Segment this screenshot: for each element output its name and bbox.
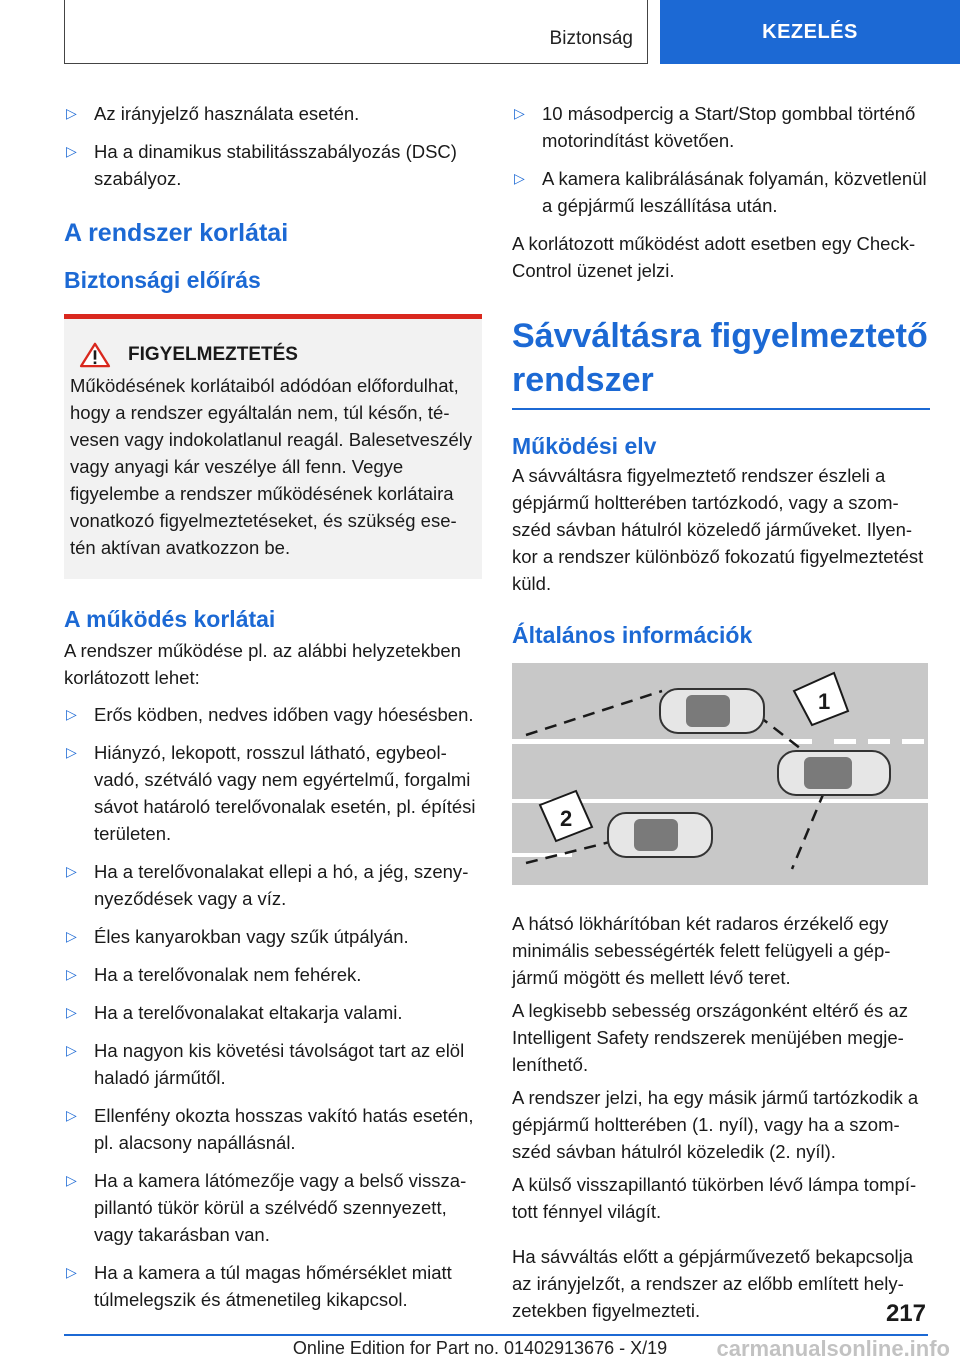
list-item: ▷ Erős ködben, nedves időben vagy hóesésben.: [64, 701, 482, 728]
info-paragraph: A legkisebb sebesség országonként eltérő és az Intelligent Safety rendszerek menüjében megjeleníthető.: [512, 1000, 908, 1075]
bullet-triangle-icon: ▷: [514, 170, 525, 186]
info-paragraph: A hátsó lökhárítóban két radaros érzékelő egy minimális sebességérték felett felügyeli a gépjármű mögött és mellett lévő teret.: [512, 913, 891, 988]
arrow-label-1: 1: [818, 689, 831, 714]
heading-general-info: Általános információk: [512, 622, 753, 648]
warning-text: Működésének korlátaiból adódóan előfordulhat, hogy a rendszer egyáltalán nem, túl későn, tévesen vagy indokolatlanul reagál. Balesetveszély vagy anyagi kár veszélye áll fenn. Vegye figyelembe a rendszer működésének korlátaira vonatkozó figyelmeztetéseket, és szükség esetén aktívan avatkozzon be.: [70, 375, 473, 558]
bullet-triangle-icon: ▷: [66, 966, 77, 982]
bullet-triangle-icon: ▷: [66, 105, 77, 121]
principle-text: A sávváltásra figyelmeztető rendszer észleli a gépjármű holtterében tartózkodó, vagy a szomszéd sávban hátulról közeledő járműveket. Ilyenkor a rendszer különböző fokozatú figyelmeztetést küld.: [512, 465, 924, 594]
bullet-triangle-icon: ▷: [66, 1172, 77, 1188]
bullet-triangle-icon: ▷: [66, 863, 77, 879]
list-item: ▷ Ha a terelővonalak nem fehérek.: [64, 961, 482, 988]
title-rule: [512, 408, 930, 410]
left-column: [64, 100, 482, 1324]
footer-edition: Online Edition for Part no. 01402913676 - X/19: [292, 1338, 668, 1358]
section-title: Biztonság: [549, 28, 633, 49]
list-item: ▷ Éles kanyarokban vagy szűk útpályán.: [64, 923, 482, 950]
list-item: ▷ Ha a terelővonalakat eltakarja valami.: [64, 999, 482, 1026]
car-own: [778, 751, 890, 795]
section-box: [64, 0, 648, 64]
list-item: ▷ Ha a terelővonalakat ellepi a hó, a jég, szenynyeződések vagy a víz.: [64, 858, 482, 912]
page-number: 217: [885, 1300, 926, 1327]
bullet-triangle-icon: ▷: [66, 744, 77, 760]
section-title-lane-change-warning: Sávváltásra figyelmeztető rendszer: [512, 317, 928, 399]
bullet-triangle-icon: ▷: [66, 1107, 77, 1123]
list-item: ▷ A kamera kalibrálásának folyamán, közvetlenül a gépjármű leszállítása után.: [512, 165, 930, 219]
list-item: ▷ Ha a kamera látómezője vagy a belső visszapillantó tükör körül a szélvédő szennyezett, vagy takarásban van.: [64, 1167, 482, 1248]
list-item: ▷ Hiányzó, lekopott, rosszul látható, egybeolvadó, szétváló vagy nem egyértelmű, forgalmi sávot határoló terelővonalak esetén, pl. építési területen.: [64, 739, 482, 847]
chapter-tab: KEZELÉS: [660, 0, 960, 64]
bullet-triangle-icon: ▷: [66, 1264, 77, 1280]
lane-change-illustration: [512, 663, 928, 885]
bullet-triangle-icon: ▷: [66, 706, 77, 722]
list-item: ▷ Ha nagyon kis követési távolságot tart az elöl haladó járműtől.: [64, 1037, 482, 1091]
warning-triangle-icon: [78, 342, 112, 368]
bullet-triangle-icon: ▷: [66, 928, 77, 944]
list-item: ▷ Ha a kamera a túl magas hőmérséklet miatt túlmelegszik és átmenetileg kikapcsol.: [64, 1259, 482, 1313]
limited-function-note: A korlátozott működést adott esetben egy Check-Control üzenet jelzi.: [512, 233, 916, 281]
list-item: ▷ Ha a dinamikus stabilitásszabályozás (DSC) szabályoz.: [64, 138, 482, 192]
arrow-label-2: 2: [560, 806, 573, 831]
car-blind-spot: [660, 689, 764, 733]
bullet-triangle-icon: ▷: [66, 143, 77, 159]
list-item: ▷ 10 másodpercig a Start/Stop gombbal történő motorindítást követően.: [512, 100, 930, 154]
watermark: carmanualsonline.info: [716, 1336, 950, 1361]
list-item: ▷ Ellenfény okozta hosszas vakító hatás esetén, pl. alacsony napállásnál.: [64, 1102, 482, 1156]
heading-system-limits: A rendszer korlátai: [64, 219, 289, 247]
warning-title: FIGYELMEZTETÉS: [128, 344, 298, 365]
warning-box: [64, 314, 482, 579]
info-paragraph: A rendszer jelzi, ha egy másik jármű tartózkodik a gépjármű holtterében (1. nyíl), vagy ha a szomszéd sávban hátulról közeledik (2. nyíl).: [512, 1087, 919, 1162]
warning-header: [70, 341, 476, 368]
heading-operating-principle: Működési elv: [512, 433, 657, 459]
heading-safety-notice: Biztonsági előírás: [64, 267, 261, 293]
heading-function-limits: A működés korlátai: [64, 606, 276, 632]
list-item: ▷ Az irányjelző használata esetén.: [64, 100, 482, 127]
right-column: [512, 100, 930, 1330]
page-header: [0, 0, 960, 66]
info-paragraph-last: Ha sávváltás előtt a gépjárművezető bekapcsolja az irányjelzőt, a rendszer az előbb említett helyzetekben figyelmezteti.: [512, 1246, 914, 1321]
car-approaching: [608, 813, 712, 857]
bullet-triangle-icon: ▷: [66, 1004, 77, 1020]
info-paragraph: A külső visszapillantó tükörben lévő lámpa tompított fénnyel világít.: [512, 1174, 917, 1222]
bullet-triangle-icon: ▷: [66, 1042, 77, 1058]
function-limits-intro: A rendszer működése pl. az alábbi helyzetekben korlátozott lehet:: [64, 640, 461, 688]
bullet-triangle-icon: ▷: [514, 105, 525, 121]
